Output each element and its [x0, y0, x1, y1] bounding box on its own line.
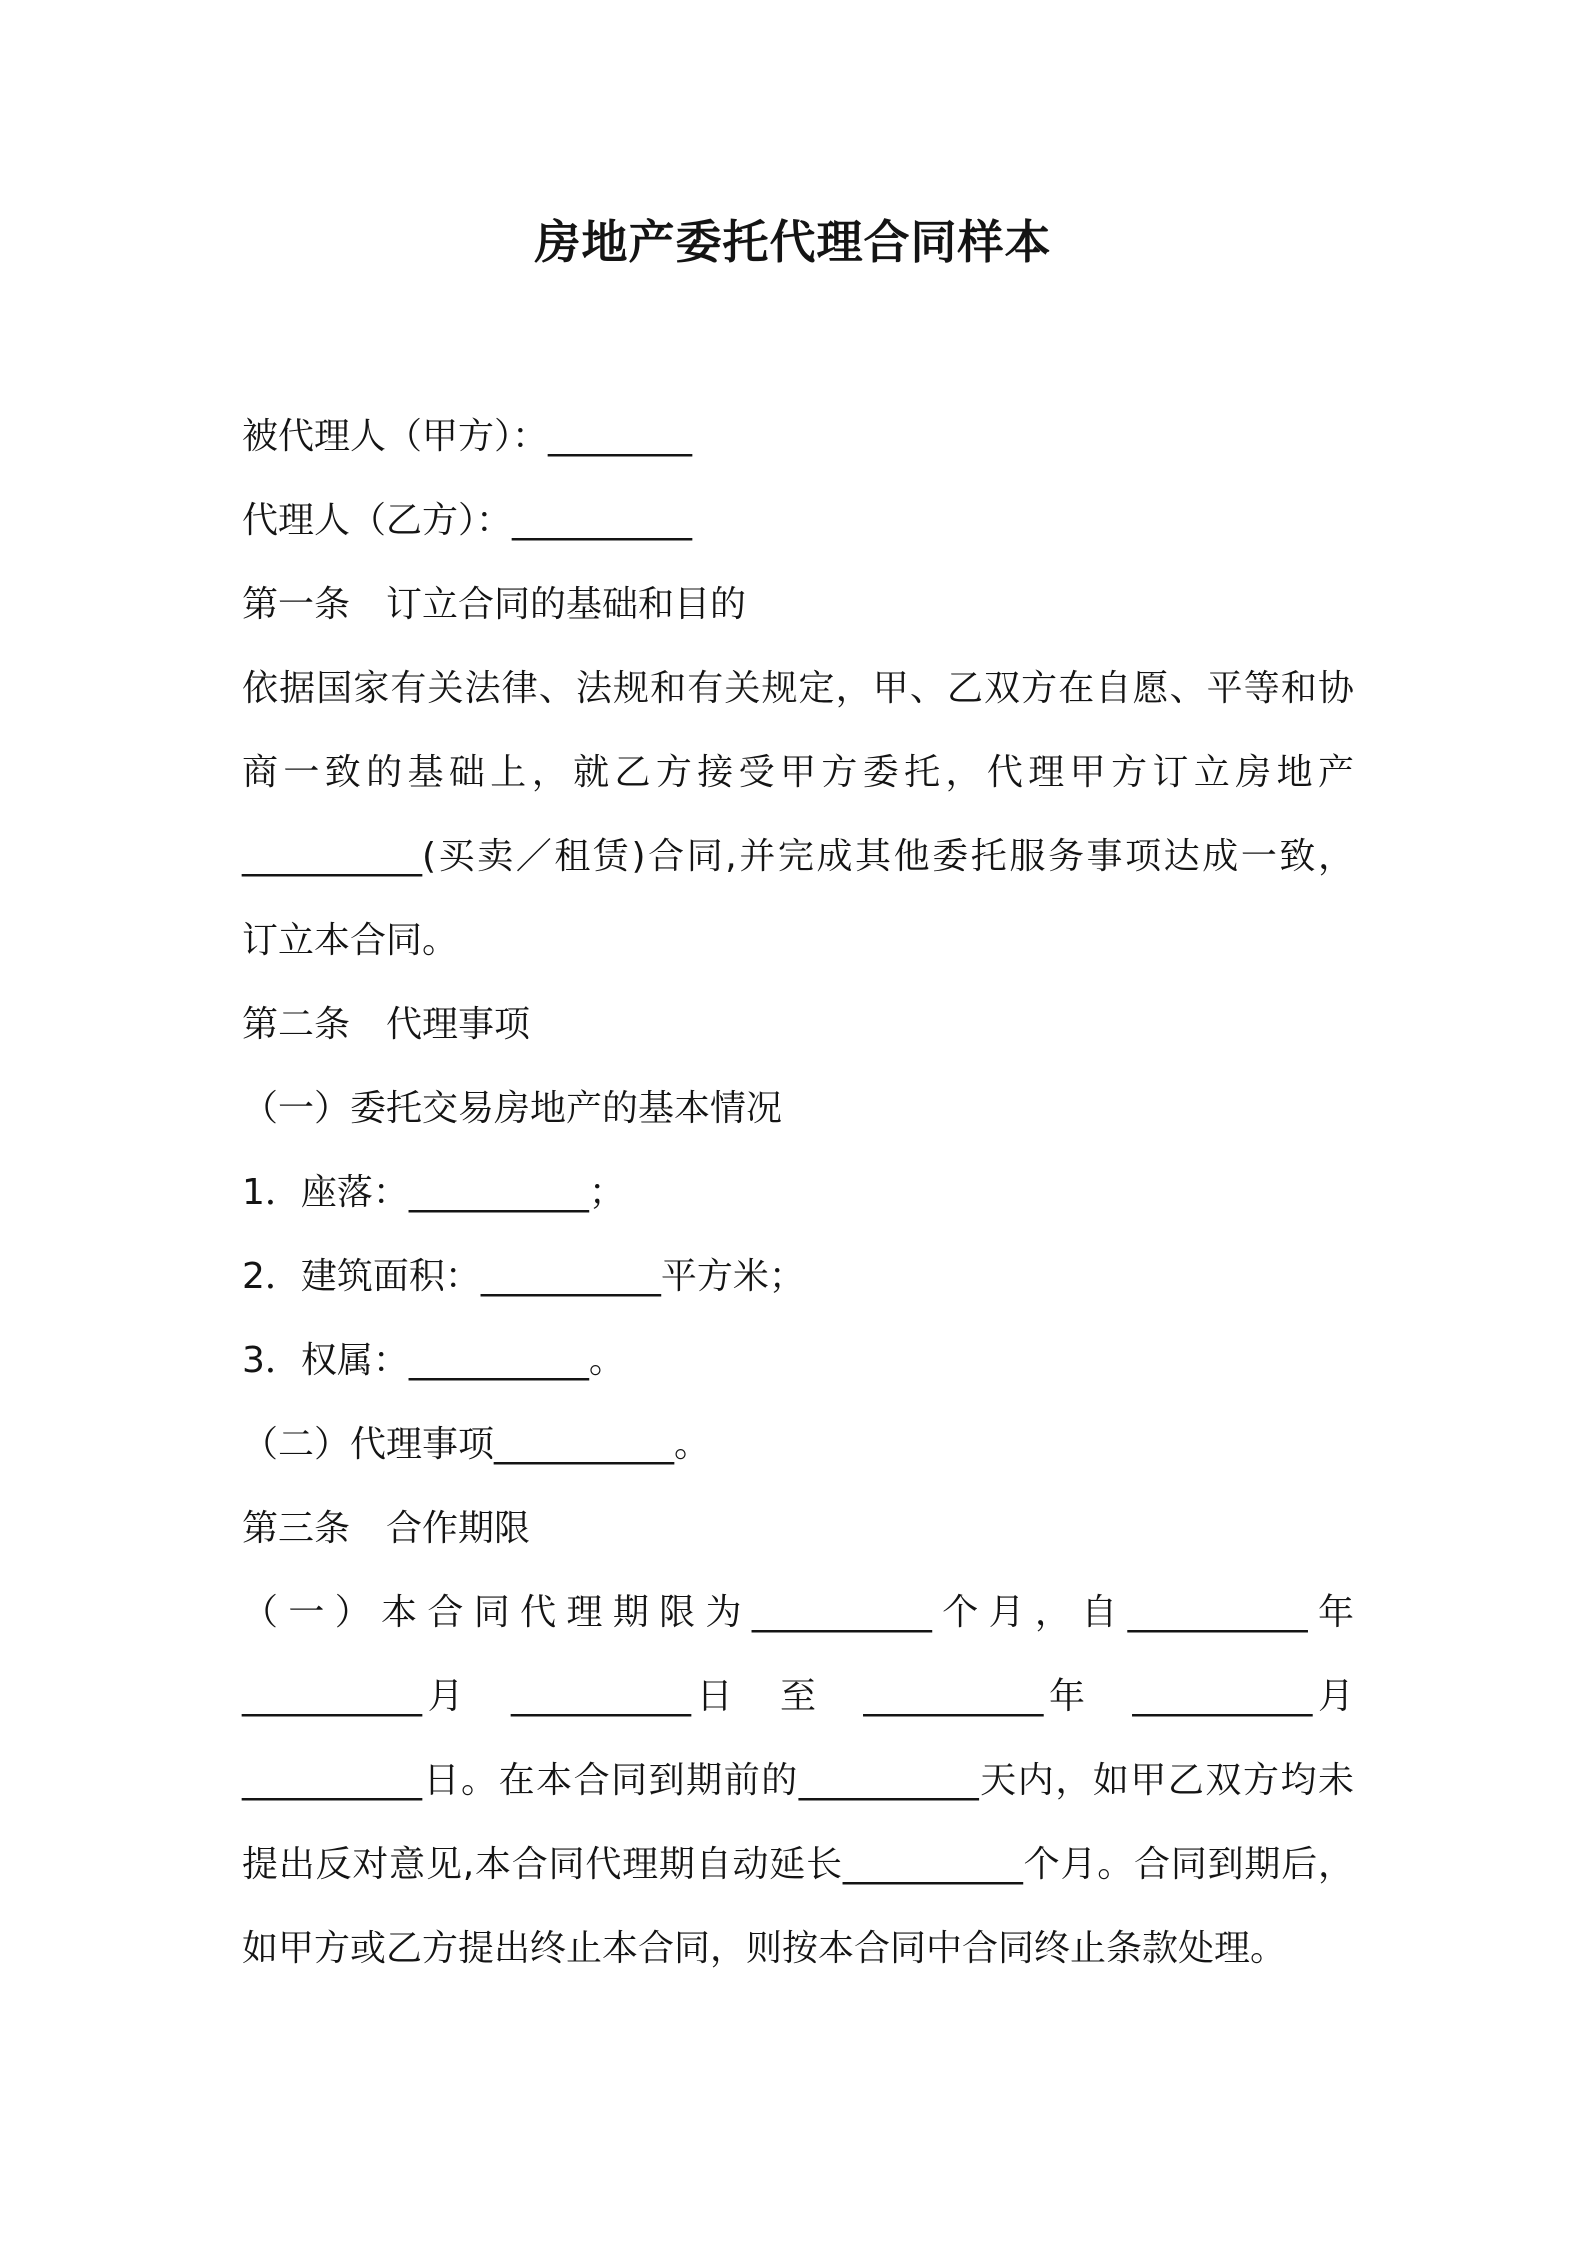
article-1-text-line: 依据国家有关法律、法规和有关规定，甲、乙双方在自愿、平等和协: [242, 668, 1354, 709]
article-3-text-line: （一）本合同代理期限为__________个月，自__________年: [242, 1592, 1354, 1633]
article-2-heading: 第二条 代理事项: [242, 1004, 531, 1045]
article-3-text-line: __________月 __________日 至 __________年 __________月: [242, 1676, 1354, 1717]
party-b-line: 代理人（乙方）：__________: [242, 500, 693, 541]
location-item: 1．座落：__________；: [242, 1172, 625, 1213]
article-1-heading: 第一条 订立合同的基础和目的: [242, 584, 747, 625]
article-3-text-line: 如甲方或乙方提出终止本合同，则按本合同中合同终止条款处理。: [242, 1928, 1287, 1969]
article-2-subheading: （一）委托交易房地产的基本情况: [242, 1088, 783, 1129]
area-item: 2．建筑面积：__________平方米；: [242, 1256, 805, 1297]
article-3-heading: 第三条 合作期限: [242, 1508, 531, 1549]
document-title: 房地产委托代理合同样本: [534, 215, 1052, 269]
ownership-item: 3．权属：__________。: [242, 1340, 625, 1381]
article-1-text-line: 商一致的基础上，就乙方接受甲方委托，代理甲方订立房地产: [242, 752, 1354, 793]
article-1-text-line: __________(买卖／租赁)合同,并完成其他委托服务事项达成一致，: [242, 836, 1354, 877]
article-1-text-line: 订立本合同。: [242, 920, 459, 961]
party-a-line: 被代理人（甲方）：________: [242, 416, 693, 457]
article-3-text-line: __________日。在本合同到期前的__________天内，如甲乙双方均未: [242, 1760, 1354, 1801]
agency-matters-item: （二）代理事项__________。: [242, 1424, 711, 1465]
article-3-text-line: 提出反对意见,本合同代理期自动延长__________个月。合同到期后，: [242, 1844, 1354, 1885]
